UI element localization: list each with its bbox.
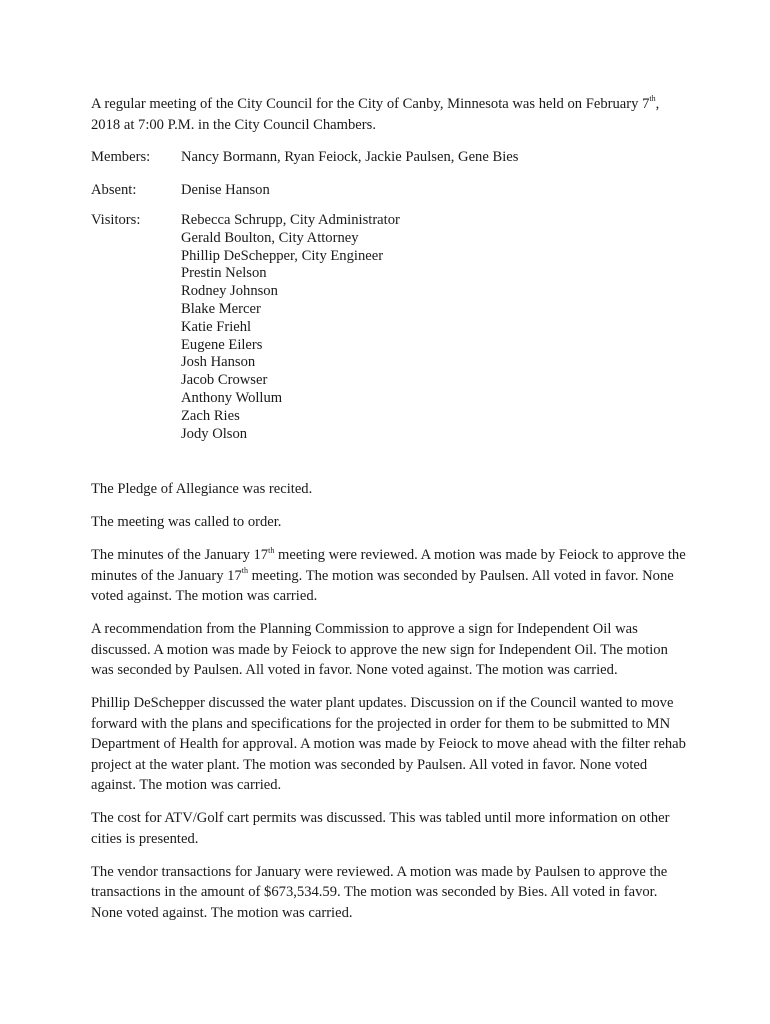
absent-row: [91, 180, 691, 201]
vendor-transactions-paragraph: The vendor transactions for January were reviewed. A motion was made by Paulsen to approve the transactions in the amount of $673,534.59. The motion was seconded by Bies. All voted in favor. None voted against. The motion was carried.: [91, 863, 668, 921]
visitor-item: Prestin Nelson: [181, 265, 267, 282]
minutes-text-3: meeting. The motion was seconded by Paulsen. All voted in favor. None voted against. The motion was carried.: [91, 567, 674, 605]
visitors-list: [181, 212, 691, 443]
minutes-text-2: meeting were reviewed. A motion was made by Feiock to approve the minutes of the January 17: [91, 547, 686, 584]
members-row: [91, 147, 691, 168]
pledge-paragraph: The Pledge of Allegiance was recited.: [91, 481, 313, 498]
minutes-review-paragraph: [91, 545, 691, 607]
minutes-superscript-1: th: [268, 545, 275, 555]
visitors-label: Visitors:: [91, 212, 141, 228]
intro-text-2: , 2018 at 7:00 P.M. in the City Council Chambers.: [91, 96, 660, 133]
intro-superscript: th: [649, 94, 656, 104]
members-value: Nancy Bormann, Ryan Feiock, Jackie Paulsen, Gene Bies: [181, 149, 519, 165]
absent-value: Denise Hanson: [181, 181, 270, 198]
visitors-row: [91, 212, 691, 443]
called-to-order-paragraph: The meeting was called to order.: [91, 514, 282, 531]
visitor-item: Zach Ries: [181, 407, 240, 424]
absent-label: Absent:: [91, 181, 137, 198]
minutes-text-1: The minutes of the January 17: [91, 547, 269, 564]
visitor-item: Jacob Crowser: [181, 372, 268, 389]
visitor-item: Josh Hanson: [181, 354, 256, 371]
visitor-item: Rodney Johnson: [181, 283, 278, 300]
visitor-item: Blake Mercer: [181, 300, 261, 317]
visitor-item: Katie Friehl: [181, 318, 252, 335]
visitor-item: Phillip DeSchepper, City Engineer: [181, 247, 384, 264]
planning-commission-paragraph: A recommendation from the Planning Commission to approve a sign for Independent Oil was discussed. A motion was made by Feiock to approve the new sign for Independent Oil. The motion was seconded by Paulsen. All voted in favor. None voted against. The motion was carried.: [91, 621, 668, 679]
atv-permits-paragraph: The cost for ATV/Golf cart permits was discussed. This was tabled until more information on other cities is presented.: [91, 810, 670, 847]
minutes-document: [91, 94, 691, 936]
visitor-item: Eugene Eilers: [181, 336, 263, 353]
water-plant-paragraph: Phillip DeSchepper discussed the water plant updates. Discussion on if the Council wanted to move forward with the plans and specifications for the projected in order for them to be submitted to MN Department of Health for approval. A motion was made by Feiock to move ahead with the filter rehab project at the water plant. The motion was seconded by Paulsen. All voted in favor. None voted against. The motion was carried.: [91, 695, 686, 794]
visitor-item: Anthony Wollum: [181, 389, 283, 406]
visitor-item: Jody Olson: [181, 425, 248, 442]
visitor-item: Gerald Boulton, City Attorney: [181, 229, 359, 246]
visitor-item: Rebecca Schrupp, City Administrator: [181, 212, 400, 228]
minutes-superscript-2: th: [241, 566, 249, 575]
intro-text-1: A regular meeting of the City Council for the City of Canby, Minnesota was held on February 7: [91, 96, 650, 112]
intro-paragraph: [91, 94, 691, 135]
members-label: Members:: [91, 149, 151, 165]
